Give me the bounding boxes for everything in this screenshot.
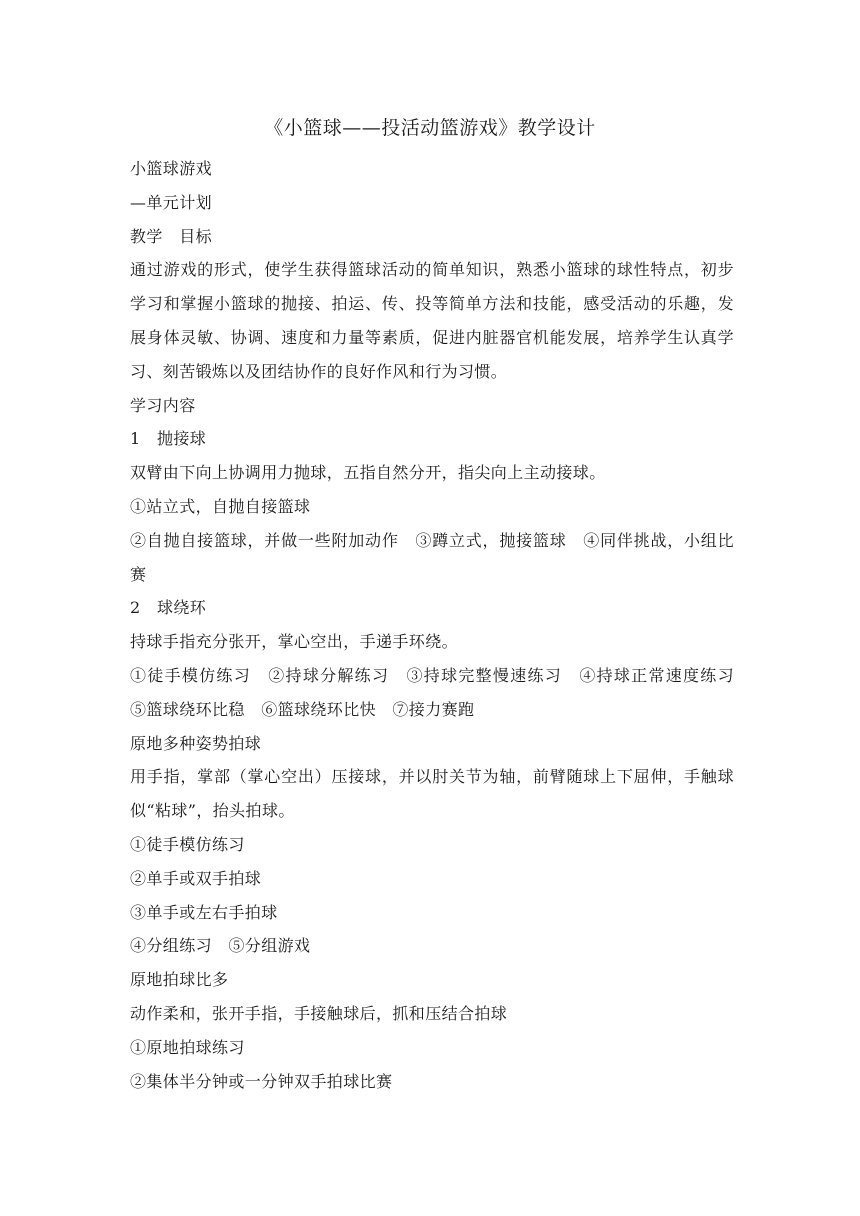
- throw-catch-step-1: ①站立式，自抛自接篮球: [130, 496, 311, 516]
- dribble-count-heading: 原地拍球比多: [130, 970, 229, 990]
- item-throw-catch-heading: 1 抛接球: [130, 429, 207, 449]
- dribble-step-3: ③单手或左右手拍球: [130, 902, 278, 922]
- document-body: [130, 152, 751, 1098]
- dribble-count-description: 动作柔和，张开手指，手接触球后，抓和压结合拍球: [130, 1003, 508, 1023]
- dribble-count-step-1: ①原地拍球练习: [130, 1037, 245, 1057]
- dribble-steps-4-5: ④分组练习 ⑤分组游戏: [130, 936, 311, 956]
- dribble-poses-description: 用手指，掌部（掌心空出）压接球，并以肘关节为轴，前臂随球上下屈伸，手触球似“粘球”，抬头拍球。: [130, 767, 734, 821]
- learning-content-heading: 学习内容: [130, 395, 196, 415]
- dribble-step-2: ②单手或双手拍球: [130, 868, 262, 888]
- ball-circle-steps: ①徒手模仿练习 ②持球分解练习 ③持球完整慢速练习 ④持球正常速度练习 ⑤篮球绕环比稳 ⑥篮球绕环比快 ⑦接力赛跑: [130, 665, 751, 719]
- dribble-poses-heading: 原地多种姿势拍球: [130, 733, 262, 753]
- throw-catch-description: 双臂由下向上协调用力抛球，五指自然分开，指尖向上主动接球。: [130, 463, 606, 483]
- unit-plan-heading: —单元计划: [130, 192, 213, 212]
- section-heading-game: 小篮球游戏: [130, 159, 213, 178]
- teaching-goal-text: 通过游戏的形式，使学生获得篮球活动的简单知识，熟悉小篮球的球性特点，初步学习和掌握小篮球的抛接、拍运、传、投等简单方法和技能，感受活动的乐趣，发展身体灵敏、协调、速度和力量等素质，促进内脏器官机能发展，培养学生认真学习、刻苦锻炼以及团结协作的良好作风和行为习惯。: [130, 260, 734, 381]
- dribble-step-1: ①徒手模仿练习: [130, 834, 245, 854]
- ball-circle-description: 持球手指充分张开，掌心空出，手递手环绕。: [130, 632, 459, 652]
- item-ball-circle-heading: 2 球绕环: [130, 598, 207, 618]
- throw-catch-steps-2-4: ②自抛自接篮球，并做一些附加动作 ③蹲立式，抛接篮球 ④同伴挑战，小组比赛: [130, 530, 734, 584]
- teaching-goal-heading: 教学 目标: [130, 226, 213, 246]
- dribble-count-step-2: ②集体半分钟或一分钟双手拍球比赛: [130, 1071, 393, 1091]
- document-title: 《小篮球——投活动篮游戏》教学设计: [264, 117, 596, 139]
